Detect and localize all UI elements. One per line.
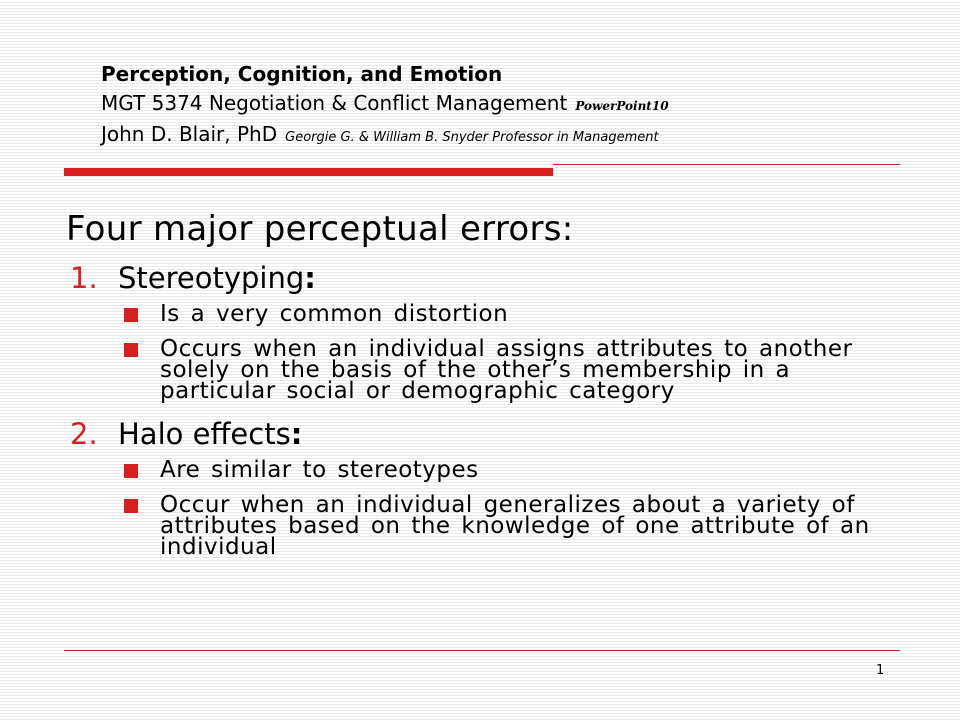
bullet-item: Is a very common distortion: [118, 304, 906, 325]
square-bullet-icon: [124, 343, 138, 357]
header-divider-thick: [64, 168, 553, 176]
file-tag: PowerPoint10: [575, 99, 669, 113]
header-divider-thin: [553, 164, 900, 165]
item-number: 2.: [70, 417, 98, 451]
square-bullet-icon: [124, 464, 138, 478]
footer-divider: [64, 650, 900, 651]
square-bullet-icon: [124, 308, 138, 322]
course-name: MGT 5374 Negotiation & Conflict Management: [101, 91, 568, 115]
bullet-item: Occur when an individual generalizes about a variety of attributes based on the knowledge of one attribute of an individual: [118, 495, 906, 558]
slide-body: [66, 206, 906, 570]
body-heading: Four major perceptual errors:: [66, 209, 574, 249]
slide-title: Perception, Cognition, and Emotion: [101, 62, 503, 86]
bullet-item: Are similar to stereotypes: [118, 460, 906, 481]
slide-header: [101, 60, 921, 151]
item-label: Stereotyping:: [118, 261, 316, 295]
author-line: [101, 121, 921, 151]
item-number: 1.: [70, 261, 98, 295]
course-line: [101, 88, 921, 121]
list-item-stereotyping: [66, 258, 906, 402]
bullet-list: [118, 457, 906, 560]
list-item-halo-effects: [66, 414, 906, 558]
author-name: John D. Blair, PhD: [101, 122, 278, 146]
item-label: Halo effects:: [118, 417, 303, 451]
bullet-item: Occurs when an individual assigns attributes to another solely on the basis of the other’s membership in a particular social or demographic category: [118, 339, 906, 402]
author-title: Georgie G. & William B. Snyder Professor in Management: [285, 130, 659, 145]
square-bullet-icon: [124, 499, 138, 513]
page-number: 1: [876, 663, 885, 678]
bullet-list: [118, 301, 906, 404]
